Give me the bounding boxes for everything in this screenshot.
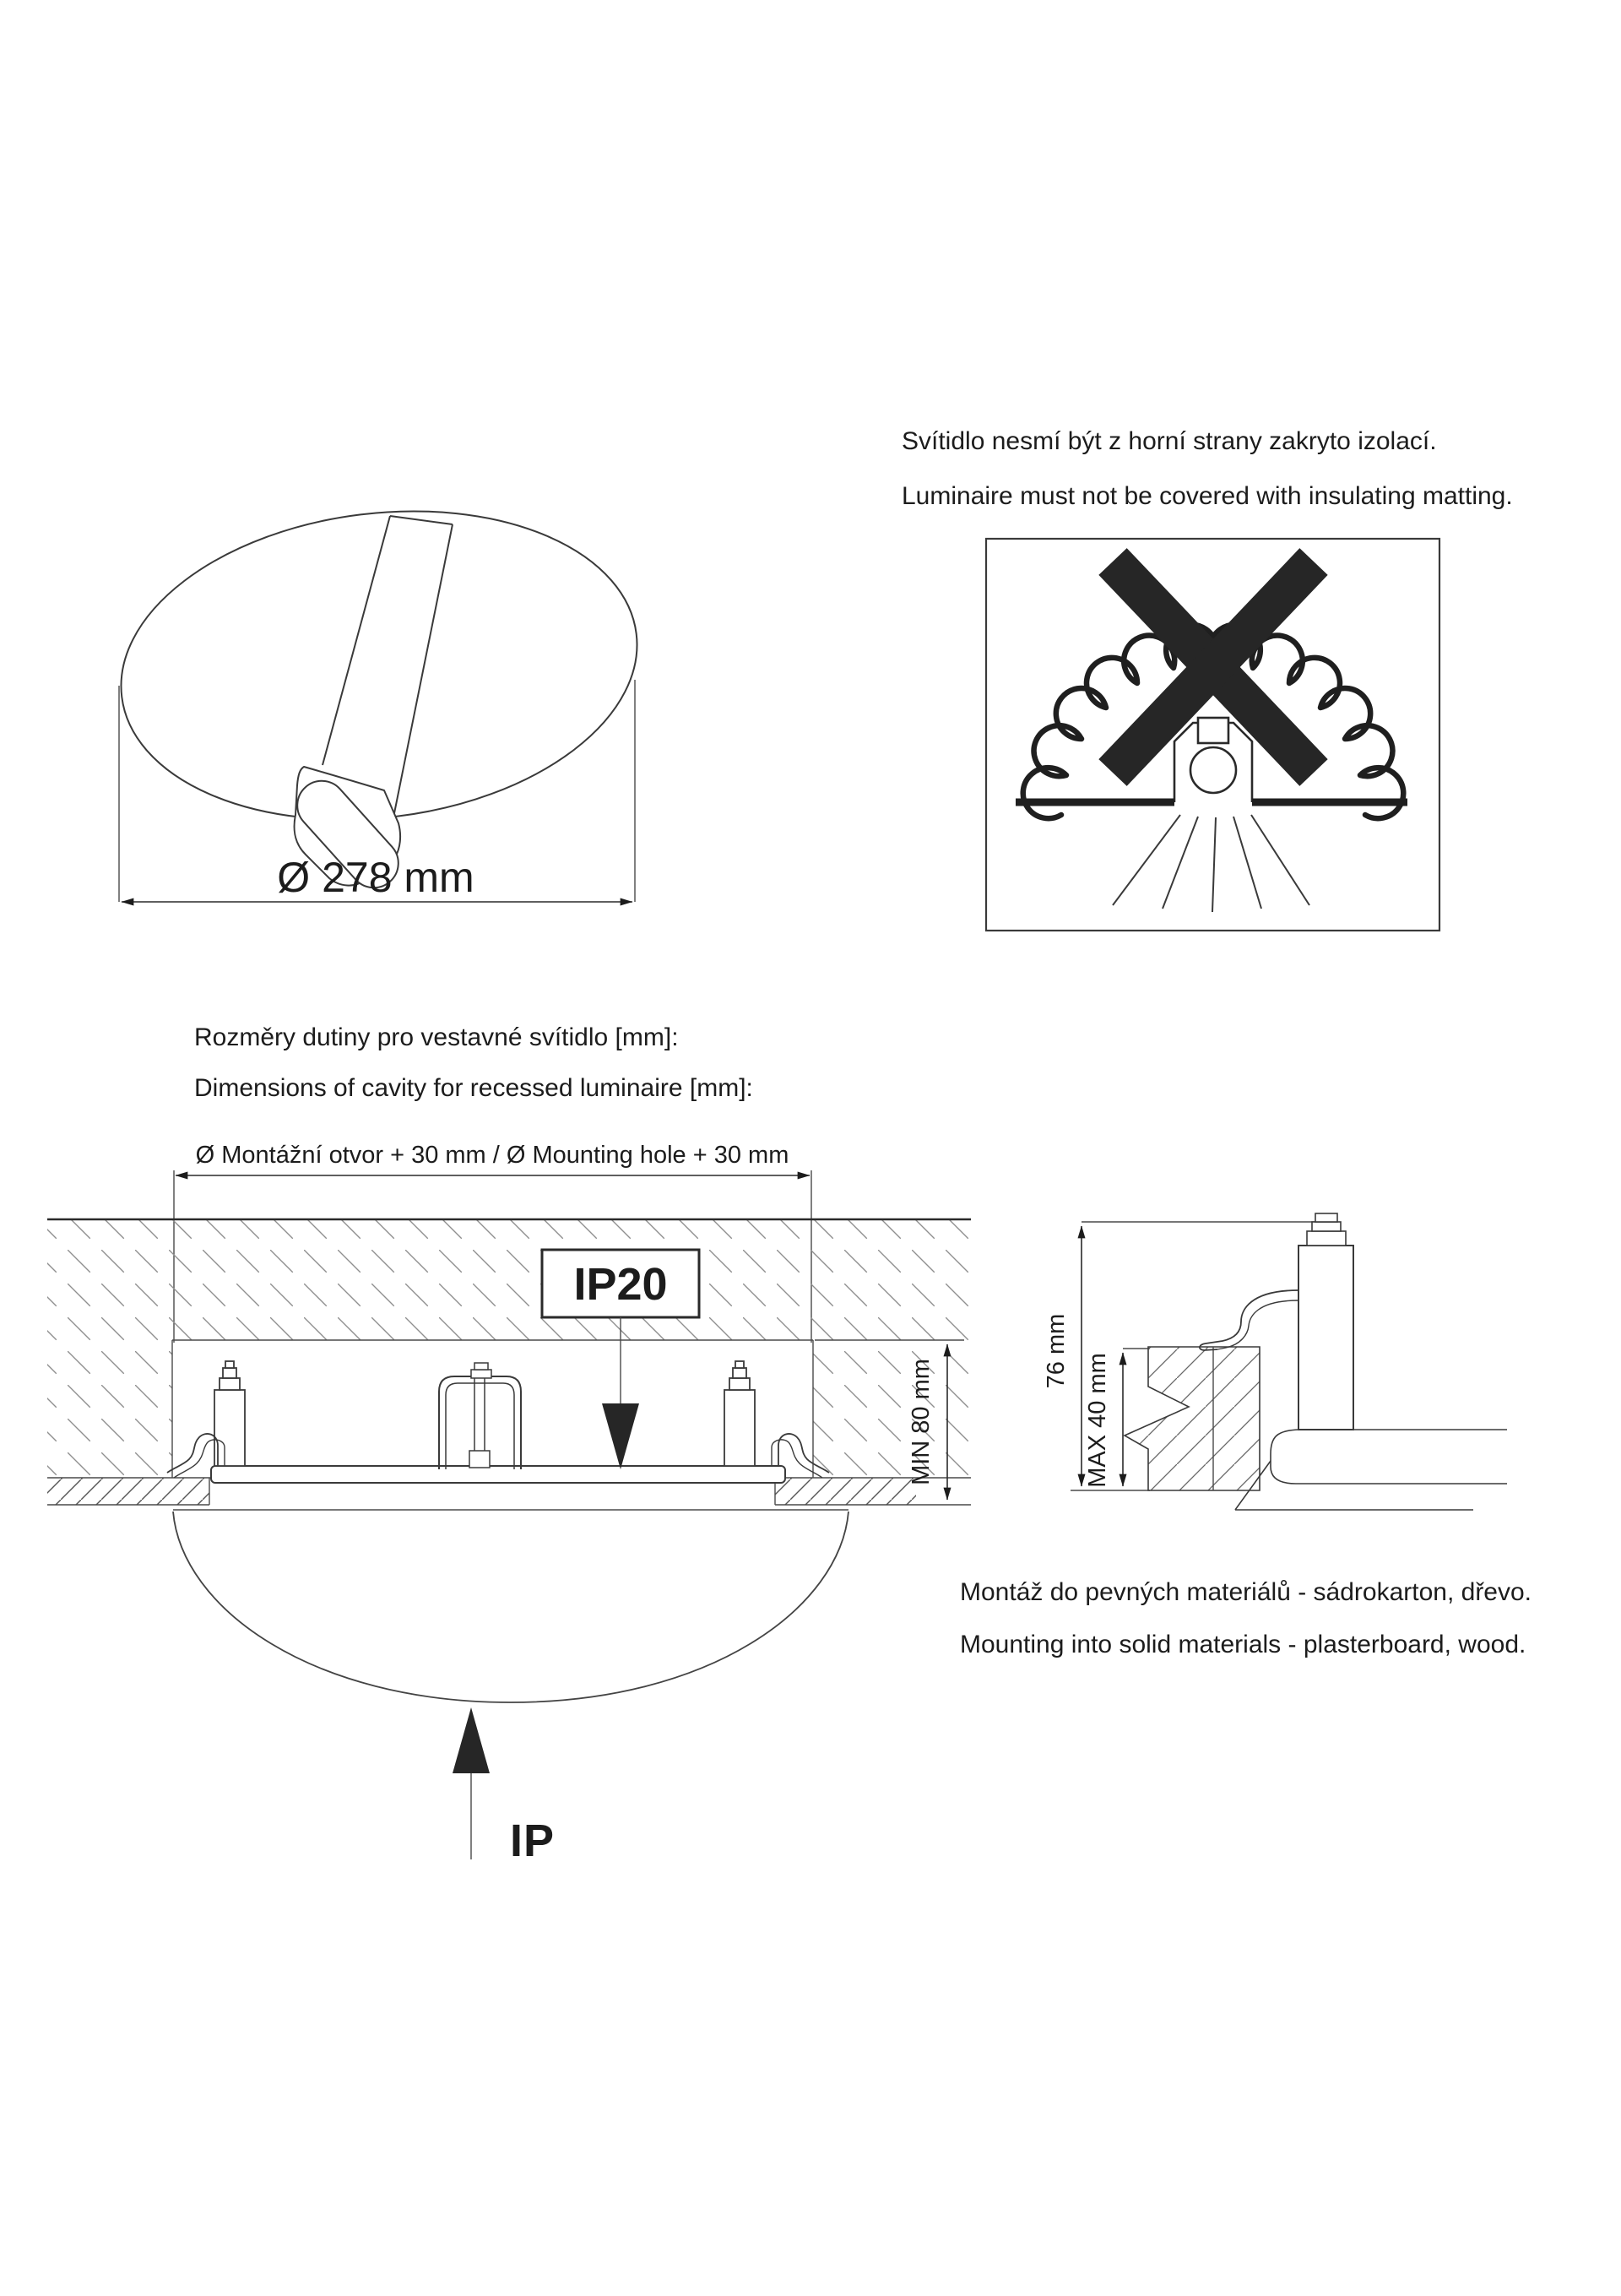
recessed-lamp-icon	[1174, 718, 1252, 802]
cavity-heading-cs: Rozměry dutiny pro vestavné svítidlo [mm]:	[194, 1023, 679, 1051]
luminaire-body-section	[167, 1361, 848, 1702]
middle-bracket	[439, 1363, 521, 1469]
ceiling-structure-hatch	[47, 1219, 971, 1478]
disc-diameter-dimension	[122, 854, 632, 902]
min-depth-label: MIN 80 mm	[908, 1359, 935, 1485]
mounting-note-cs: Montáž do pevných materiálů - sádrokarton, dřevo.	[960, 1578, 1532, 1606]
disc-diameter-label: Ø 278 mm	[277, 854, 474, 901]
mounting-hole-label: Ø Montážní otvor + 30 mm / Ø Mounting hole + 30 mm	[195, 1142, 789, 1169]
light-rays-icon	[1113, 815, 1309, 912]
insulation-note-cs: Svítidlo nesmí být z horní strany zakryto izolací.	[902, 427, 1437, 455]
spring-arm	[1200, 1290, 1298, 1350]
ip20-pointer-arrow	[602, 1403, 639, 1469]
max-thickness-label: MAX 40 mm	[1084, 1353, 1111, 1488]
left-stud	[214, 1361, 245, 1466]
clamp-detail-section	[1043, 1213, 1507, 1510]
base-plate	[211, 1466, 785, 1483]
mounting-note-en: Mounting into solid materials - plasterboard, wood.	[960, 1631, 1526, 1658]
cavity-cross-section	[47, 1142, 971, 1702]
spring-clamp-strap	[323, 516, 453, 817]
luminaire-rim-profile	[1235, 1430, 1507, 1510]
ip20-badge	[542, 1250, 699, 1469]
cavity-heading	[194, 1023, 753, 1102]
right-stud	[724, 1361, 755, 1466]
insulation-note-en: Luminaire must not be covered with insulating matting.	[902, 482, 1513, 510]
mounting-note	[960, 1578, 1532, 1658]
ip-up-arrow	[453, 1707, 490, 1773]
cavity-outline	[172, 1340, 813, 1478]
clamp-post	[1298, 1213, 1353, 1430]
max-thickness-dimension	[1071, 1349, 1150, 1490]
glass-dome	[173, 1512, 848, 1702]
board-block	[1125, 1347, 1260, 1490]
ip-pointer	[453, 1707, 555, 1866]
ip20-label: IP20	[573, 1259, 668, 1310]
height-label: 76 mm	[1043, 1313, 1070, 1389]
luminaire-back-view	[103, 483, 654, 902]
insulation-note	[902, 427, 1513, 510]
no-insulation-pictogram	[986, 539, 1439, 931]
ip-label: IP	[510, 1816, 556, 1866]
cavity-heading-en: Dimensions of cavity for recessed luminaire [mm]:	[194, 1074, 753, 1102]
